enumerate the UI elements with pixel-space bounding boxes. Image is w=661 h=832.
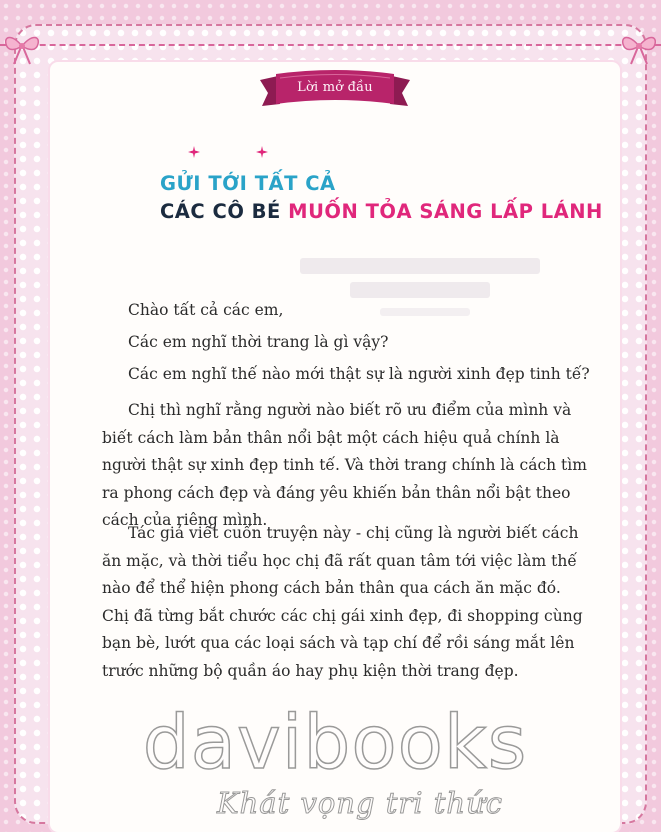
heading-line-2 (160, 200, 603, 223)
paragraph: Tác giả viết cuốn truyện này - chị cũng là người biết cách ăn mặc, và thời tiểu học chị đã rất quan tâm tới việc làm thế nào để thể hiện phong cách bản thân qua cách ăn mặc đó. Chị đã từng bắt chước các chị gái xinh đẹp, đi shopping cùng bạn bè, lướt qua các loại sách và tạp chí để rồi sáng mắt lên trước những bộ quần áo hay phụ kiện thời trang đẹp. (102, 524, 583, 680)
sparkle-icon (256, 146, 268, 158)
bow-icon (619, 30, 659, 66)
heading-line-1: GỬI TỚI TẤT CẢ (160, 172, 336, 195)
chapter-label: Lời mở đầu (297, 80, 373, 95)
stitched-ribbon (0, 44, 661, 46)
bow-icon (2, 30, 42, 66)
paragraph: Các em nghĩ thế nào mới thật sự là người xinh đẹp tinh tế? (128, 365, 590, 383)
paragraph: Các em nghĩ thời trang là gì vậy? (128, 333, 389, 351)
heading-highlight: MUỐN TỎA SÁNG LẤP LÁNH (288, 200, 603, 223)
paragraph: Chị thì nghĩ rằng người nào biết rõ ưu điểm của mình và biết cách làm bản thân nổi bật một cách hiệu quả chính là người thật sự xinh đẹp tinh tế. Và thời trang chính là cách tìm ra phong cách đẹp và đáng yêu khiến bản thân nổi bật theo cách của riêng mình. (102, 401, 587, 529)
heading-prefix: CÁC CÔ BÉ (160, 200, 281, 223)
watermark-tagline: Khát vọng tri thức (216, 786, 504, 820)
watermark-brand: davibooks (142, 700, 528, 786)
sparkle-icon (188, 146, 200, 158)
paragraph: Chào tất cả các em, (128, 301, 284, 319)
